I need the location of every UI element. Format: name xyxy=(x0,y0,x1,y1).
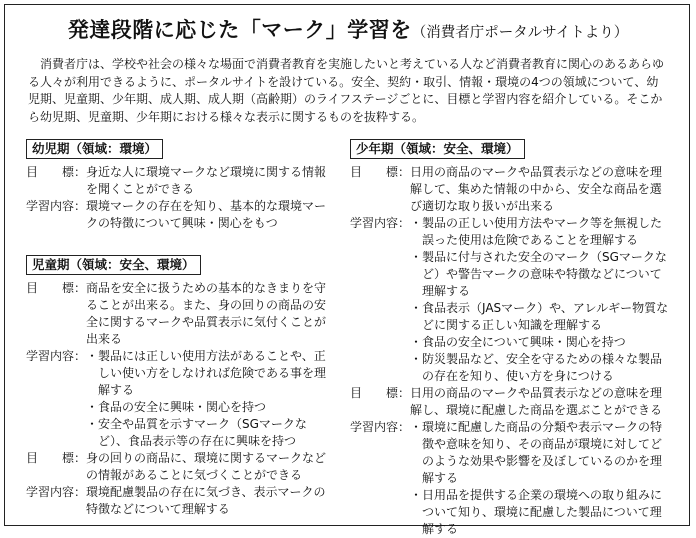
heading-jidou: 児童期（領域：安全、環境） xyxy=(26,255,201,275)
youji-goal xyxy=(26,164,336,198)
section-shounen xyxy=(350,139,670,538)
list-item-text: 防災製品など、安全を守るための様々な製品の存在を知り、使い方を身につける xyxy=(422,352,663,383)
bullet: ・ xyxy=(410,301,423,315)
list-item xyxy=(86,348,336,399)
list-item-text: 製品の正しい使用方法やマーク等を無視した誤った使用は危険であることを理解する xyxy=(422,216,663,247)
jidou-goal-2 xyxy=(26,450,336,484)
content-label: 学習内容： xyxy=(350,420,411,434)
list-item-text: 製品に付与された安全のマーク（SGマークなど）や警告マークの意味や特徴などについて理解する xyxy=(422,250,667,298)
list-item xyxy=(410,249,670,300)
list-item xyxy=(410,300,670,334)
bullet: ・ xyxy=(410,250,423,264)
goal-label: 目 標： xyxy=(26,165,87,179)
shounen-content-2-list xyxy=(410,419,670,538)
shounen-goal-1-text: 日用の商品のマークや品質表示などの意味を理解して、集めた情報の中から、安全な商品を選び適切な取り扱いが出来る xyxy=(410,165,663,213)
list-item-text: 食品の安全について興味・関心を持つ xyxy=(422,335,626,349)
list-item-text: 製品には正しい使用方法があることや、正しい使い方をしなければ危険である事を理解する xyxy=(98,349,327,397)
list-item xyxy=(410,351,670,385)
goal-label: 目 標： xyxy=(26,451,87,465)
content-label: 学習内容： xyxy=(26,485,87,499)
bullet: ・ xyxy=(86,400,99,414)
list-item xyxy=(410,215,670,249)
goal-label: 目 標： xyxy=(350,386,411,400)
shounen-goal-2 xyxy=(350,385,670,419)
jidou-content-2-text: 環境配慮製品の存在に気づき、表示マークの特徴などについて理解する xyxy=(86,485,326,516)
youji-goal-text: 身近な人に環境マークなど環境に関する情報を聞くことができる xyxy=(86,165,327,196)
intro-paragraph: 消費者庁は、学校や社会の様々な場面で消費者教育を実施したいと考えている人など消費者教育に関心のあるあらゆる人々が利用できるように、ポータルサイトを設けている。安全、契約・取引、情報・環境の4つの領域について、幼児期、児童期、少年期、成人期、成人期（高齢期）のライフステージごとに、目標と学習内容を紹介している。そこから幼児期、児童期、少年期における様々な表示に関するものを抜粋する。 xyxy=(28,57,665,124)
content-label: 学習内容： xyxy=(26,199,87,213)
article-title xyxy=(0,14,696,44)
list-item xyxy=(86,416,336,450)
shounen-content-1-list xyxy=(410,215,670,385)
jidou-goal-1-text: 商品を安全に扱うための基本的なきまりを守ることが出来る。また、身の回りの商品の安全に関するマークや品質表示に気付くことが出来る xyxy=(86,281,327,346)
jidou-content-2 xyxy=(26,484,336,518)
goal-label: 目 標： xyxy=(26,281,87,295)
list-item xyxy=(410,419,670,487)
title-source: （消費者庁ポータルサイトより） xyxy=(411,25,629,41)
jidou-goal-2-text: 身の回りの商品に、環境に関するマークなどの情報があることに気づくことができる xyxy=(86,451,327,482)
jidou-content-1 xyxy=(26,348,336,450)
jidou-content-1-list xyxy=(86,348,336,450)
shounen-goal-1 xyxy=(350,164,670,215)
list-item-text: 食品表示（JASマーク）や、アレルギー物質などに関する正しい知識を理解する xyxy=(422,301,669,332)
list-item-text: 日用品を提供する企業の環境への取り組みについて知り、環境に配慮した製品について理解する xyxy=(422,488,663,536)
youji-content xyxy=(26,198,336,232)
list-item-text: 環境に配慮した商品の分類や表示マークの特徴や意味を知り、その商品が環境に対してどのような効果や影響を及ぼしているのかを理解する xyxy=(422,420,663,485)
bullet: ・ xyxy=(410,352,423,366)
section-jidou xyxy=(26,255,336,518)
title-main: 発達段階に応じた「マーク」学習を xyxy=(67,18,412,42)
shounen-goal-2-text: 日用の商品のマークや品質表示などの意味を理解し、環境に配慮した商品を選ぶことができる xyxy=(410,386,663,417)
bullet: ・ xyxy=(410,488,423,502)
bullet: ・ xyxy=(86,349,99,363)
bullet: ・ xyxy=(410,335,423,349)
content-label: 学習内容： xyxy=(26,349,87,363)
heading-youji: 幼児期（領域：環境） xyxy=(26,139,163,159)
heading-shounen: 少年期（領域：安全、環境） xyxy=(350,139,525,159)
shounen-content-1 xyxy=(350,215,670,385)
content-label: 学習内容： xyxy=(350,216,411,230)
list-item xyxy=(410,334,670,351)
list-item-text: 食品の安全に興味・関心を持つ xyxy=(98,400,267,414)
section-youji xyxy=(26,139,336,232)
shounen-content-2 xyxy=(350,419,670,538)
jidou-goal-1 xyxy=(26,280,336,348)
bullet: ・ xyxy=(410,420,423,434)
bullet: ・ xyxy=(410,216,423,230)
list-item xyxy=(86,399,336,416)
list-item xyxy=(410,487,670,538)
youji-content-text: 環境マークの存在を知り、基本的な環境マークの特徴について興味・関心をもつ xyxy=(86,199,327,230)
goal-label: 目 標： xyxy=(350,165,411,179)
list-item-text: 安全や品質を示すマーク（SGマークなど）、食品表示等の存在に興味を持つ xyxy=(98,417,307,448)
bullet: ・ xyxy=(86,417,99,431)
